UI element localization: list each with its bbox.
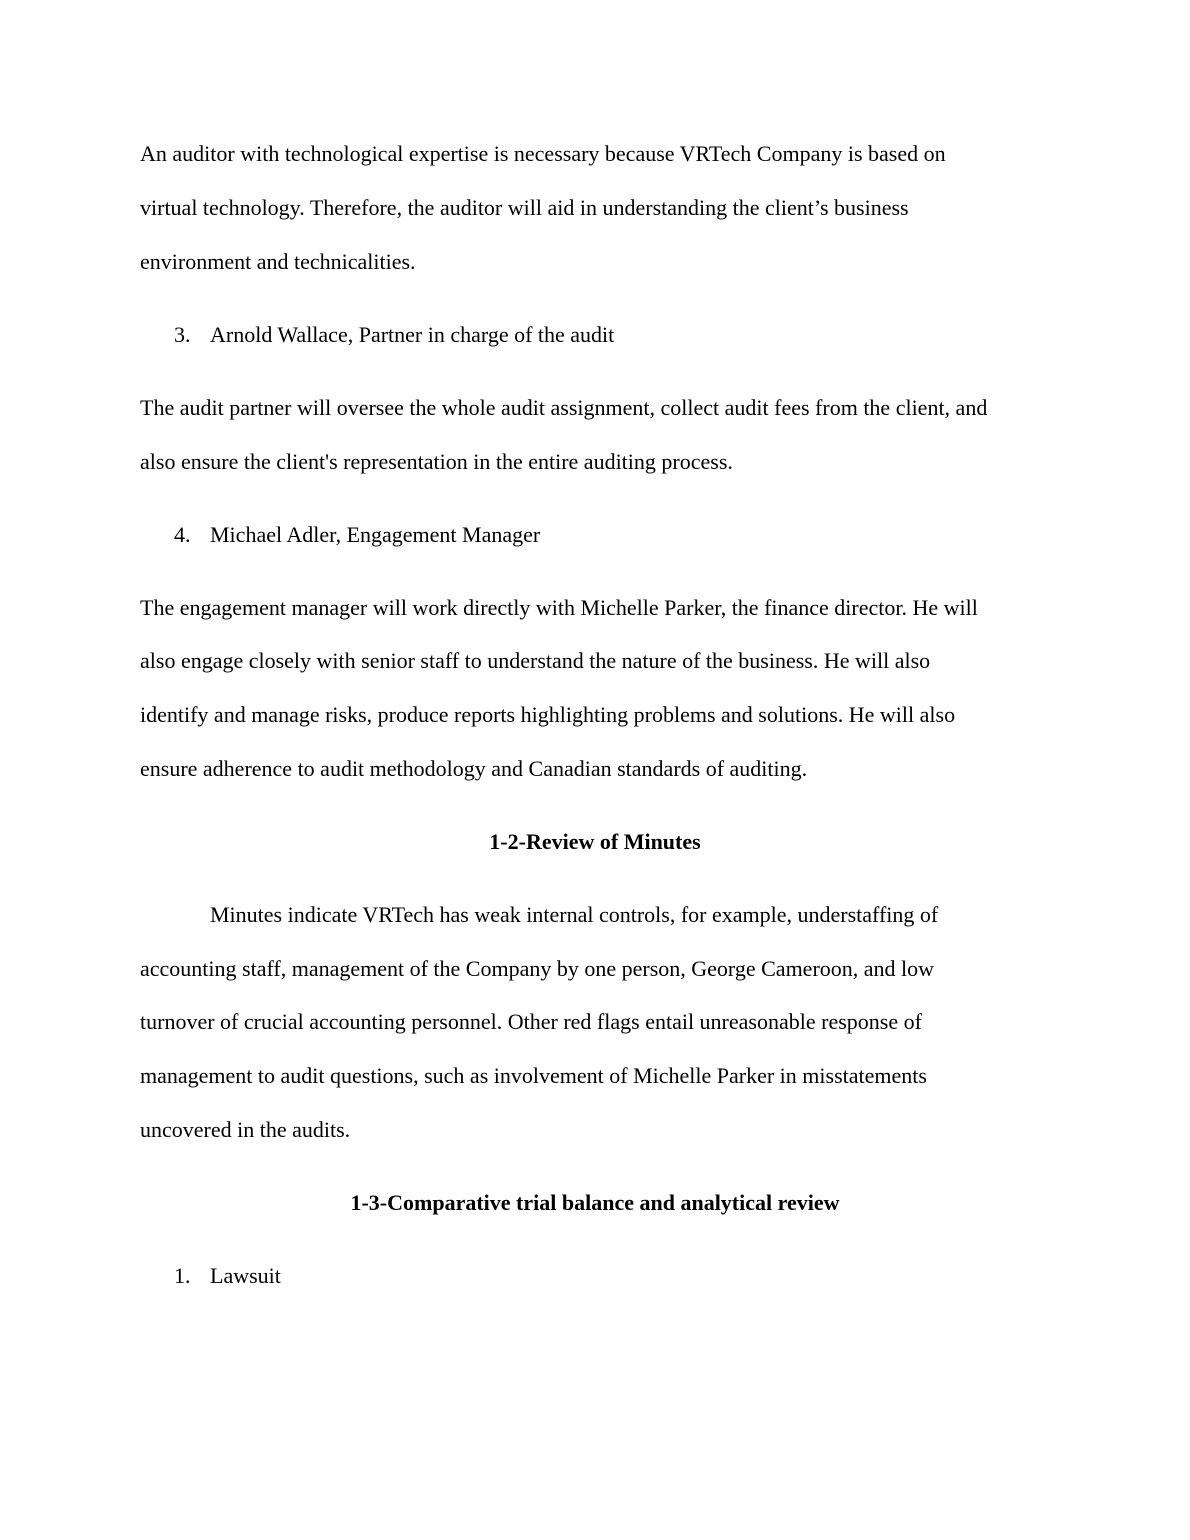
text-line: also engage closely with senior staff to understand the nature of the business. He will also [140,648,931,673]
text-line: ensure adherence to audit methodology and Canadian standards of auditing. [140,756,808,781]
text-line: identify and manage risks, produce reports highlighting problems and solutions. He will also [140,702,956,727]
list-number: 3. [174,322,191,347]
text-line: uncovered in the audits. [140,1117,351,1142]
text-line: virtual technology. Therefore, the auditor will aid in understanding the client’s business [140,195,909,220]
list-item-text: Lawsuit [210,1263,281,1288]
list-item-michael-adler [174,521,540,549]
text-line: also ensure the client's representation in the entire auditing process. [140,449,733,474]
section-heading-trial-balance: 1-3-Comparative trial balance and analytical review [350,1190,840,1215]
text-line: The engagement manager will work directly with Michelle Parker, the finance director. He will [140,595,978,620]
text-line: An auditor with technological expertise is necessary because VRTech Company is based on [140,141,946,166]
text-line: The audit partner will oversee the whole audit assignment, collect audit fees from the client, and [140,395,988,420]
section-heading-review-of-minutes: 1-2-Review of Minutes [489,829,701,854]
text-line: environment and technicalities. [140,249,416,274]
list-number: 1. [174,1263,191,1288]
list-number: 4. [174,522,191,547]
text-line: accounting staff, management of the Company by one person, George Cameroon, and low [140,956,935,981]
list-item-lawsuit [174,1262,281,1290]
list-item-arnold-wallace [174,321,614,349]
text-line: Minutes indicate VRTech has weak internal controls, for example, understaffing of [210,902,939,927]
text-line: management to audit questions, such as involvement of Michelle Parker in misstatements [140,1063,927,1088]
text-line: turnover of crucial accounting personnel. Other red flags entail unreasonable response of [140,1009,922,1034]
list-item-text: Michael Adler, Engagement Manager [210,522,541,547]
list-item-text: Arnold Wallace, Partner in charge of the audit [210,322,615,347]
